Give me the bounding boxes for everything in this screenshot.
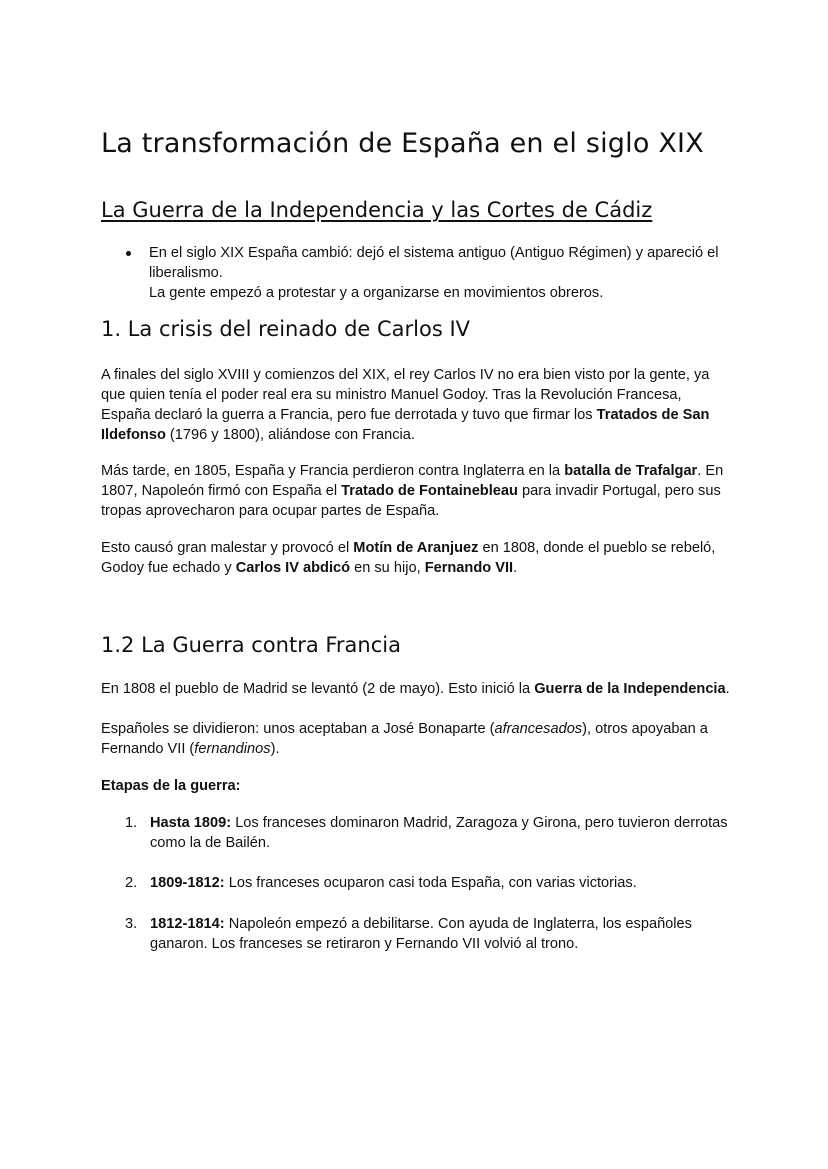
text-span: . [725, 681, 730, 697]
text-span: . En 1807, Napoleón firmó con España el [101, 463, 724, 499]
bullet-dot-icon [126, 251, 131, 256]
text-span: Más tarde, en 1805, España y Francia perdieron contra Inglaterra en la [101, 463, 565, 479]
bold-term: Tratado de Fontainebleau [341, 483, 518, 499]
italic-term: fernandinos [194, 741, 271, 757]
stage-description: Los franceses dominaron Madrid, Zaragoza y Girona, pero tuvieron derrotas como la de Bailén. [150, 815, 728, 851]
section-2-paragraph-1 [101, 679, 731, 699]
text-span: . [513, 560, 518, 576]
section-1-paragraph-1 [101, 365, 731, 445]
intro-bullet-line-1: En el siglo XIX España cambió: dejó el sistema antiguo (Antiguo Régimen) y apareció el liberalismo. [149, 245, 719, 281]
stage-item-3 [101, 914, 731, 954]
intro-bullet-item [101, 243, 731, 303]
stages-label-text: Etapas de la guerra: [101, 778, 241, 794]
bold-term: Fernando VII [424, 560, 514, 576]
stage-description: Napoleón empezó a debilitarse. Con ayuda de Inglaterra, los españoles ganaron. Los franceses se retiraron y Fernando VII volvió al trono. [150, 916, 692, 952]
stage-text [150, 873, 731, 893]
text-span: Españoles se dividieron: unos aceptaban a José Bonaparte ( [101, 721, 495, 737]
text-span: Esto causó gran malestar y provocó el [101, 540, 354, 556]
document-subtitle: La Guerra de la Independencia y las Cortes de Cádiz [101, 198, 653, 222]
section-1-paragraph-2 [101, 461, 731, 521]
text-span: ). [270, 741, 280, 757]
stage-period: Hasta 1809: [150, 815, 232, 831]
stage-text [150, 813, 731, 853]
bold-term: Carlos IV abdicó [235, 560, 351, 576]
stage-item-1 [101, 813, 731, 853]
bold-term: Tratados de San Ildefonso [101, 407, 710, 443]
section-2-heading: 1.2 La Guerra contra Francia [101, 633, 401, 657]
stage-number: 3. [125, 916, 138, 932]
text-span: ), otros apoyaban a Fernando VII ( [101, 721, 708, 757]
text-span: para invadir Portugal, pero sus tropas aprovecharon para ocupar partes de España. [101, 483, 721, 519]
document-title: La transformación de España en el siglo XIX [101, 128, 704, 159]
stage-item-2 [101, 873, 731, 893]
section-1-heading: 1. La crisis del reinado de Carlos IV [101, 317, 471, 341]
section-2-paragraph-2 [101, 719, 731, 759]
italic-term: afrancesados [494, 721, 583, 737]
stage-period: 1809-1812: [150, 875, 225, 891]
stage-number: 2. [125, 875, 138, 891]
stages-label [101, 776, 731, 796]
stage-description: Los franceses ocuparon casi toda España, con varias victorias. [224, 875, 637, 891]
stage-period: 1812-1814: [150, 916, 225, 932]
bold-term: Motín de Aranjuez [353, 540, 479, 556]
text-span: en 1808, donde el pueblo se rebeló, Godoy fue echado y [101, 540, 716, 576]
text-span: A finales del siglo XVIII y comienzos del XIX, el rey Carlos IV no era bien visto por la gente, ya que quien tenía el poder real era su ministro Manuel Godoy. Tras la Revolución Francesa, España declaró la guerra a Francia, pero fue derrotada y tuvo que firmar los [101, 367, 710, 423]
text-span: en su hijo, [350, 560, 425, 576]
intro-bullet-list [101, 243, 731, 303]
section-1-paragraph-3 [101, 538, 731, 578]
text-span: (1796 y 1800), aliándose con Francia. [165, 427, 415, 443]
text-span: En 1808 el pueblo de Madrid se levantó (2 de mayo). Esto inició la [101, 681, 535, 697]
bold-term: Guerra de la Independencia [534, 681, 726, 697]
stage-number: 1. [125, 815, 138, 831]
stage-text [150, 914, 731, 954]
bold-term: batalla de Trafalgar [564, 463, 698, 479]
intro-bullet-line-2: La gente empezó a protestar y a organizarse en movimientos obreros. [149, 285, 604, 301]
